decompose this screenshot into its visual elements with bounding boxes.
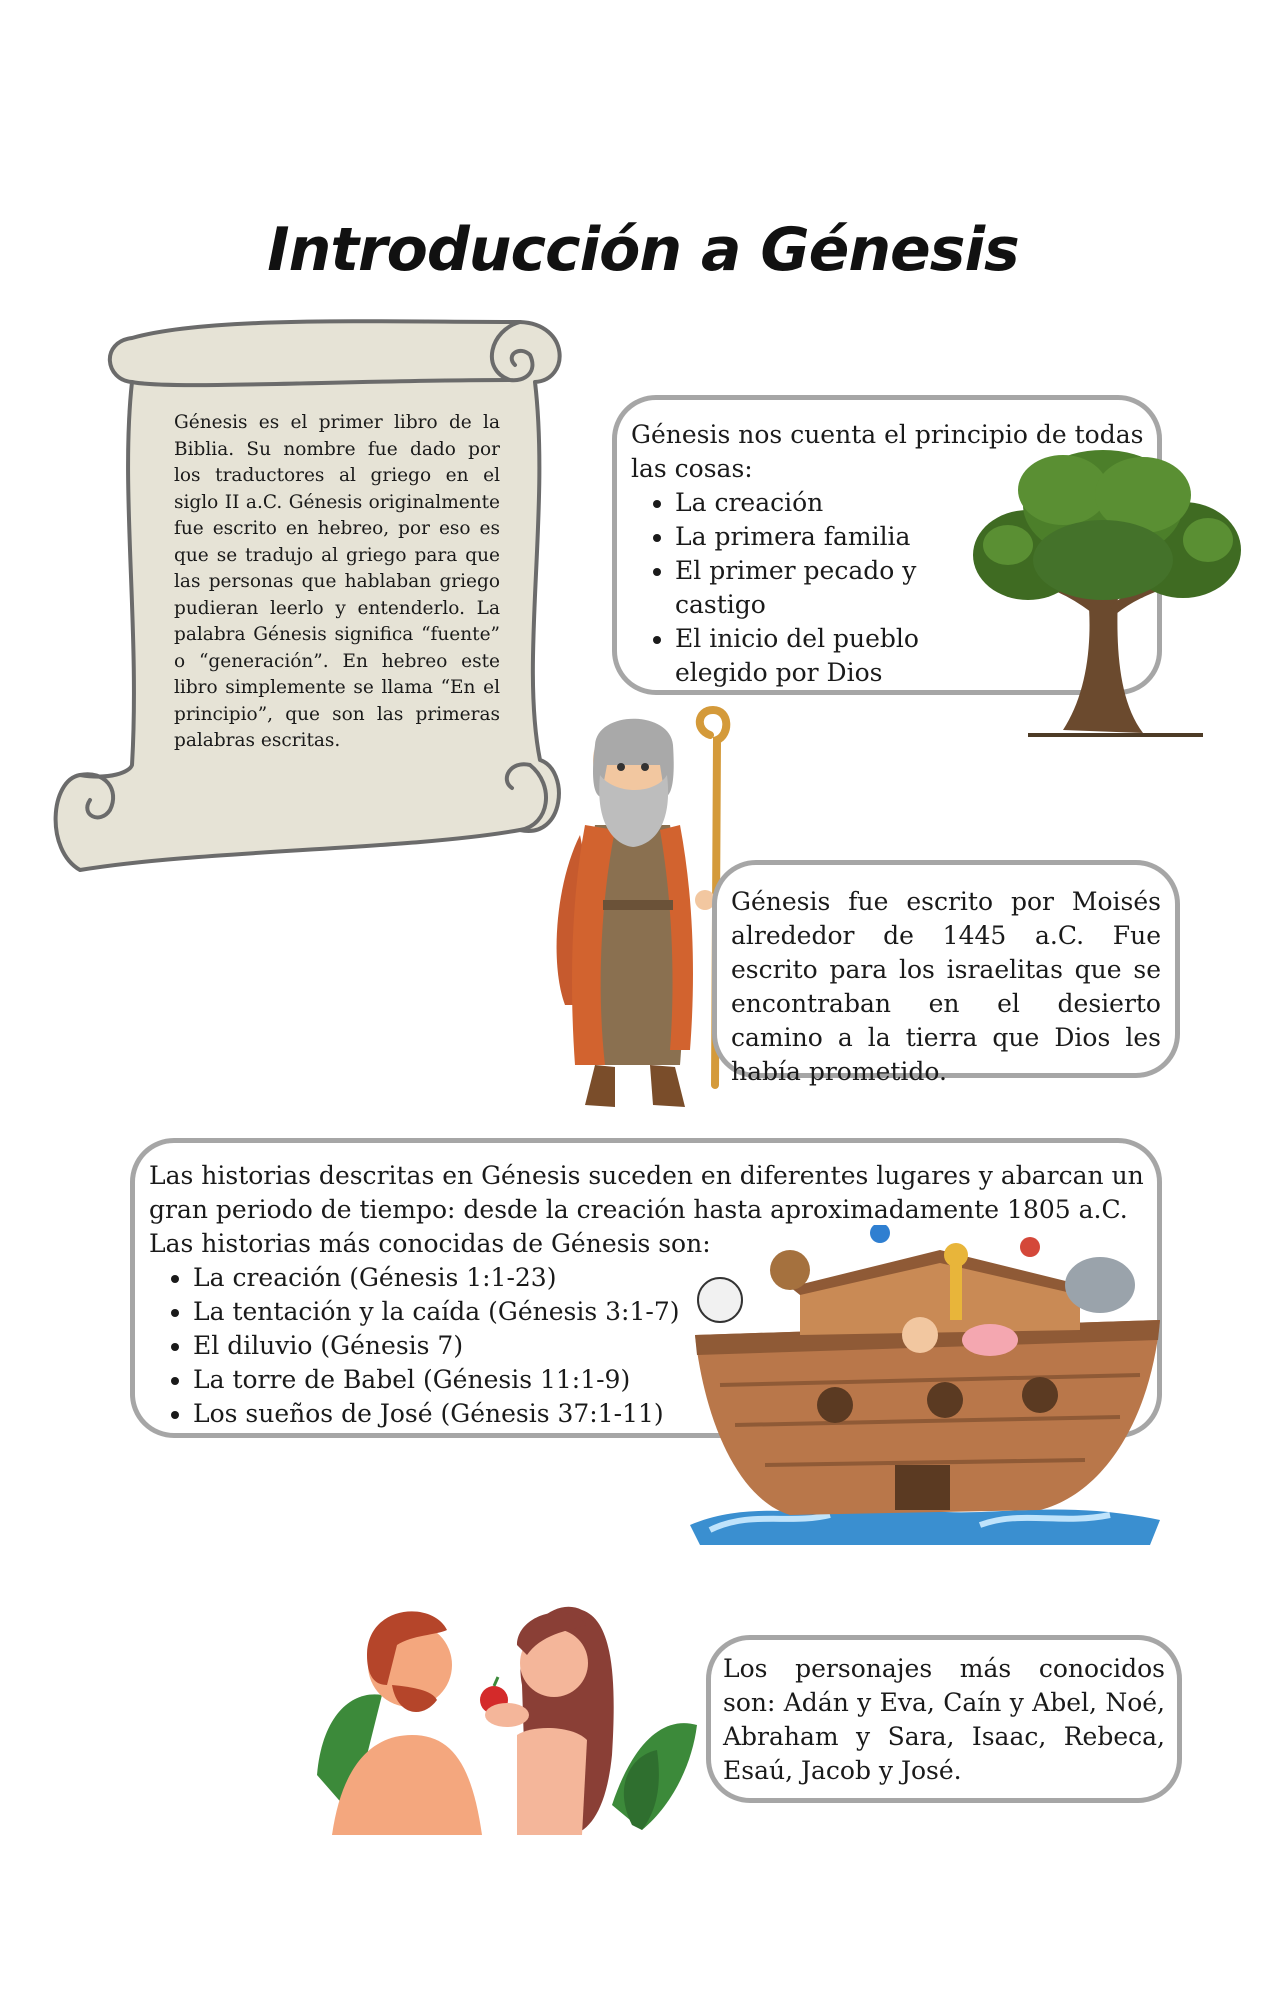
box-stories-intro: Las historias descritas en Génesis suceden en diferentes lugares y abarcan un gran periodo de tiempo: desde la creación hasta aproximadamente 1805 a.C. bbox=[149, 1161, 1144, 1224]
box-people bbox=[706, 1635, 1182, 1803]
list-item: • El diluvio (Génesis 7) bbox=[193, 1329, 1145, 1363]
list-item: • La creación (Génesis 1:1-23) bbox=[193, 1261, 1145, 1295]
box-origins-intro: Génesis nos cuenta el principio de todas las cosas: bbox=[631, 420, 1144, 483]
adam-and-eve-icon bbox=[312, 1575, 707, 1835]
tree-icon bbox=[968, 445, 1243, 745]
scroll-text: Génesis es el primer libro de la Biblia. Su nombre fue dado por los traductores al griego en el siglo II a.C. Génesis originalmente fue escrito en hebreo, por eso es que se tradujo al griego para que las personas que hablaban griego pudieran leerlo y entenderlo. La palabra Génesis significa “fuente” o “generación”. En hebreo este libro simplemente se llama “En el principio”, que son las primeras palabras escritas. bbox=[174, 412, 500, 751]
list-item: • El primer pecado y castigo bbox=[675, 554, 931, 622]
list-item: • La tentación y la caída (Génesis 3:1-7) bbox=[193, 1295, 1145, 1329]
list-item: • La torre de Babel (Génesis 11:1-9) bbox=[193, 1363, 1145, 1397]
list-item: • La primera familia bbox=[675, 520, 1147, 554]
box-author bbox=[712, 860, 1180, 1086]
noahs-ark-icon bbox=[680, 1225, 1175, 1545]
list-item: • La creación bbox=[675, 486, 1147, 520]
box-origins-list-2 bbox=[631, 554, 931, 690]
box-stories-lead: Las historias más conocidas de Génesis son: bbox=[149, 1229, 711, 1258]
box-people-text: Los personajes más conocidos son: Adán y Eva, Caín y Abel, Noé, Abraham y Sara, Isaac, Rebeca, Esaú, Jacob y José. bbox=[723, 1654, 1165, 1785]
list-item: • Los sueños de José (Génesis 37:1-11) bbox=[193, 1397, 1145, 1431]
box-author-text: Génesis fue escrito por Moisés alrededor de 1445 a.C. Fue escrito para los israelitas que se encontraban en el desierto camino a la tierra que Dios les había prometido. bbox=[731, 887, 1161, 1086]
page-title: Introducción a Génesis bbox=[267, 215, 1019, 285]
list-item: • El inicio del pueblo elegido por Dios bbox=[675, 622, 931, 690]
